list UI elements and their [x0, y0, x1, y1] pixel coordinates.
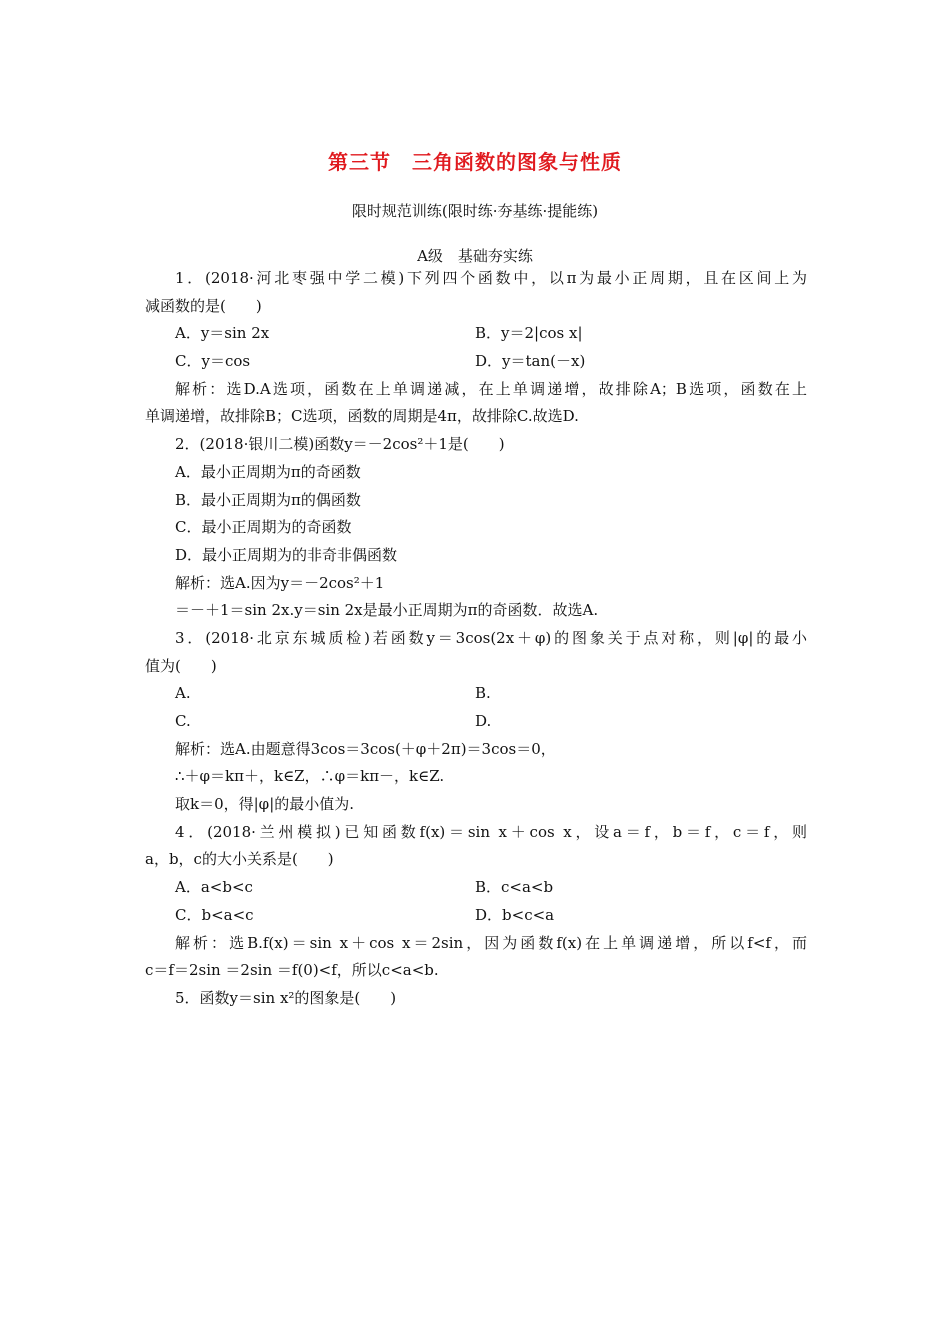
option-row — [145, 874, 807, 902]
option-right: D．y＝tan(－x) — [475, 352, 586, 371]
text-line: 取k＝0，得|φ|的最小值为. — [175, 795, 355, 814]
text-line: 4．(2018·兰州模拟)已知函数f(x)＝sin x＋cos x，设a＝f，b＝f，c＝f，则 — [175, 822, 807, 841]
text-line: D．最小正周期为的非奇非偶函数 — [175, 545, 398, 564]
text-line: 解析：选A.由题意得3cos＝3cos(＋φ＋2π)＝3cos＝0， — [175, 739, 556, 758]
text-line: 减函数的是( ) — [145, 296, 262, 315]
option-left: A．a<b<c — [175, 878, 253, 897]
text-line: 单调递增，故排除B；C选项，函数的周期是4π，故排除C.故选D. — [145, 407, 579, 426]
section-level-heading: A级 基础夯实练 — [417, 247, 533, 265]
option-row — [145, 348, 807, 376]
option-row — [145, 680, 807, 708]
option-row — [145, 902, 807, 930]
option-row — [145, 320, 807, 348]
text-line: B．最小正周期为π的偶函数 — [175, 490, 361, 509]
option-left: A. — [175, 684, 191, 703]
text-line: C．最小正周期为的奇函数 — [175, 518, 352, 537]
text-line: 2．(2018·银川二模)函数y＝－2cos²＋1是( ) — [175, 435, 505, 454]
page-title: 第三节 三角函数的图象与性质 — [328, 150, 622, 174]
text-line: A．最小正周期为π的奇函数 — [175, 462, 361, 481]
option-right: B．c<a<b — [475, 878, 554, 897]
option-right: B．y＝2|cos x| — [475, 324, 583, 343]
text-line: ＝－＋1＝sin 2x.y＝sin 2x是最小正周期为π的奇函数．故选A. — [175, 601, 599, 620]
option-right: B. — [475, 684, 491, 703]
option-right: D. — [475, 712, 492, 730]
text-line: a，b，c的大小关系是( ) — [145, 850, 334, 869]
option-right: D．b<c<a — [475, 905, 555, 924]
option-left: C．b<a<c — [175, 905, 254, 924]
option-left: C．y＝cos — [175, 352, 251, 371]
text-line: 3．(2018·北京东城质检)若函数y＝3cos(2x＋φ)的图象关于点对称，则|φ|的最小 — [175, 628, 807, 647]
text-line: 1．(2018·河北枣强中学二模)下列四个函数中，以π为最小正周期，且在区间上为 — [175, 269, 807, 287]
text-line: 解析：选A.因为y＝－2cos²＋1 — [175, 573, 385, 592]
text-line: 值为( ) — [145, 656, 217, 675]
text-line: c＝f＝2sin ＝2sin ＝f(0)<f，所以c<a<b. — [145, 961, 439, 980]
option-left: A．y＝sin 2x — [175, 324, 270, 343]
option-left: C. — [175, 712, 191, 730]
option-row — [145, 708, 807, 736]
text-line: 解析：选D.A选项，函数在上单调递减，在上单调递增，故排除A；B选项，函数在上 — [175, 379, 807, 398]
text-line: 解析：选B.f(x)＝sin x＋cos x＝2sin，因为函数f(x)在上单调递增，所以f<f，而 — [175, 933, 807, 952]
text-line: 5．函数y＝sin x²的图象是( ) — [175, 988, 397, 1007]
page-subtitle: 限时规范训练(限时练·夯基练·提能练) — [351, 202, 599, 220]
question-content — [145, 265, 807, 1013]
text-line: ∴＋φ＝kπ＋，k∈Z，∴φ＝kπ－，k∈Z. — [175, 767, 445, 786]
